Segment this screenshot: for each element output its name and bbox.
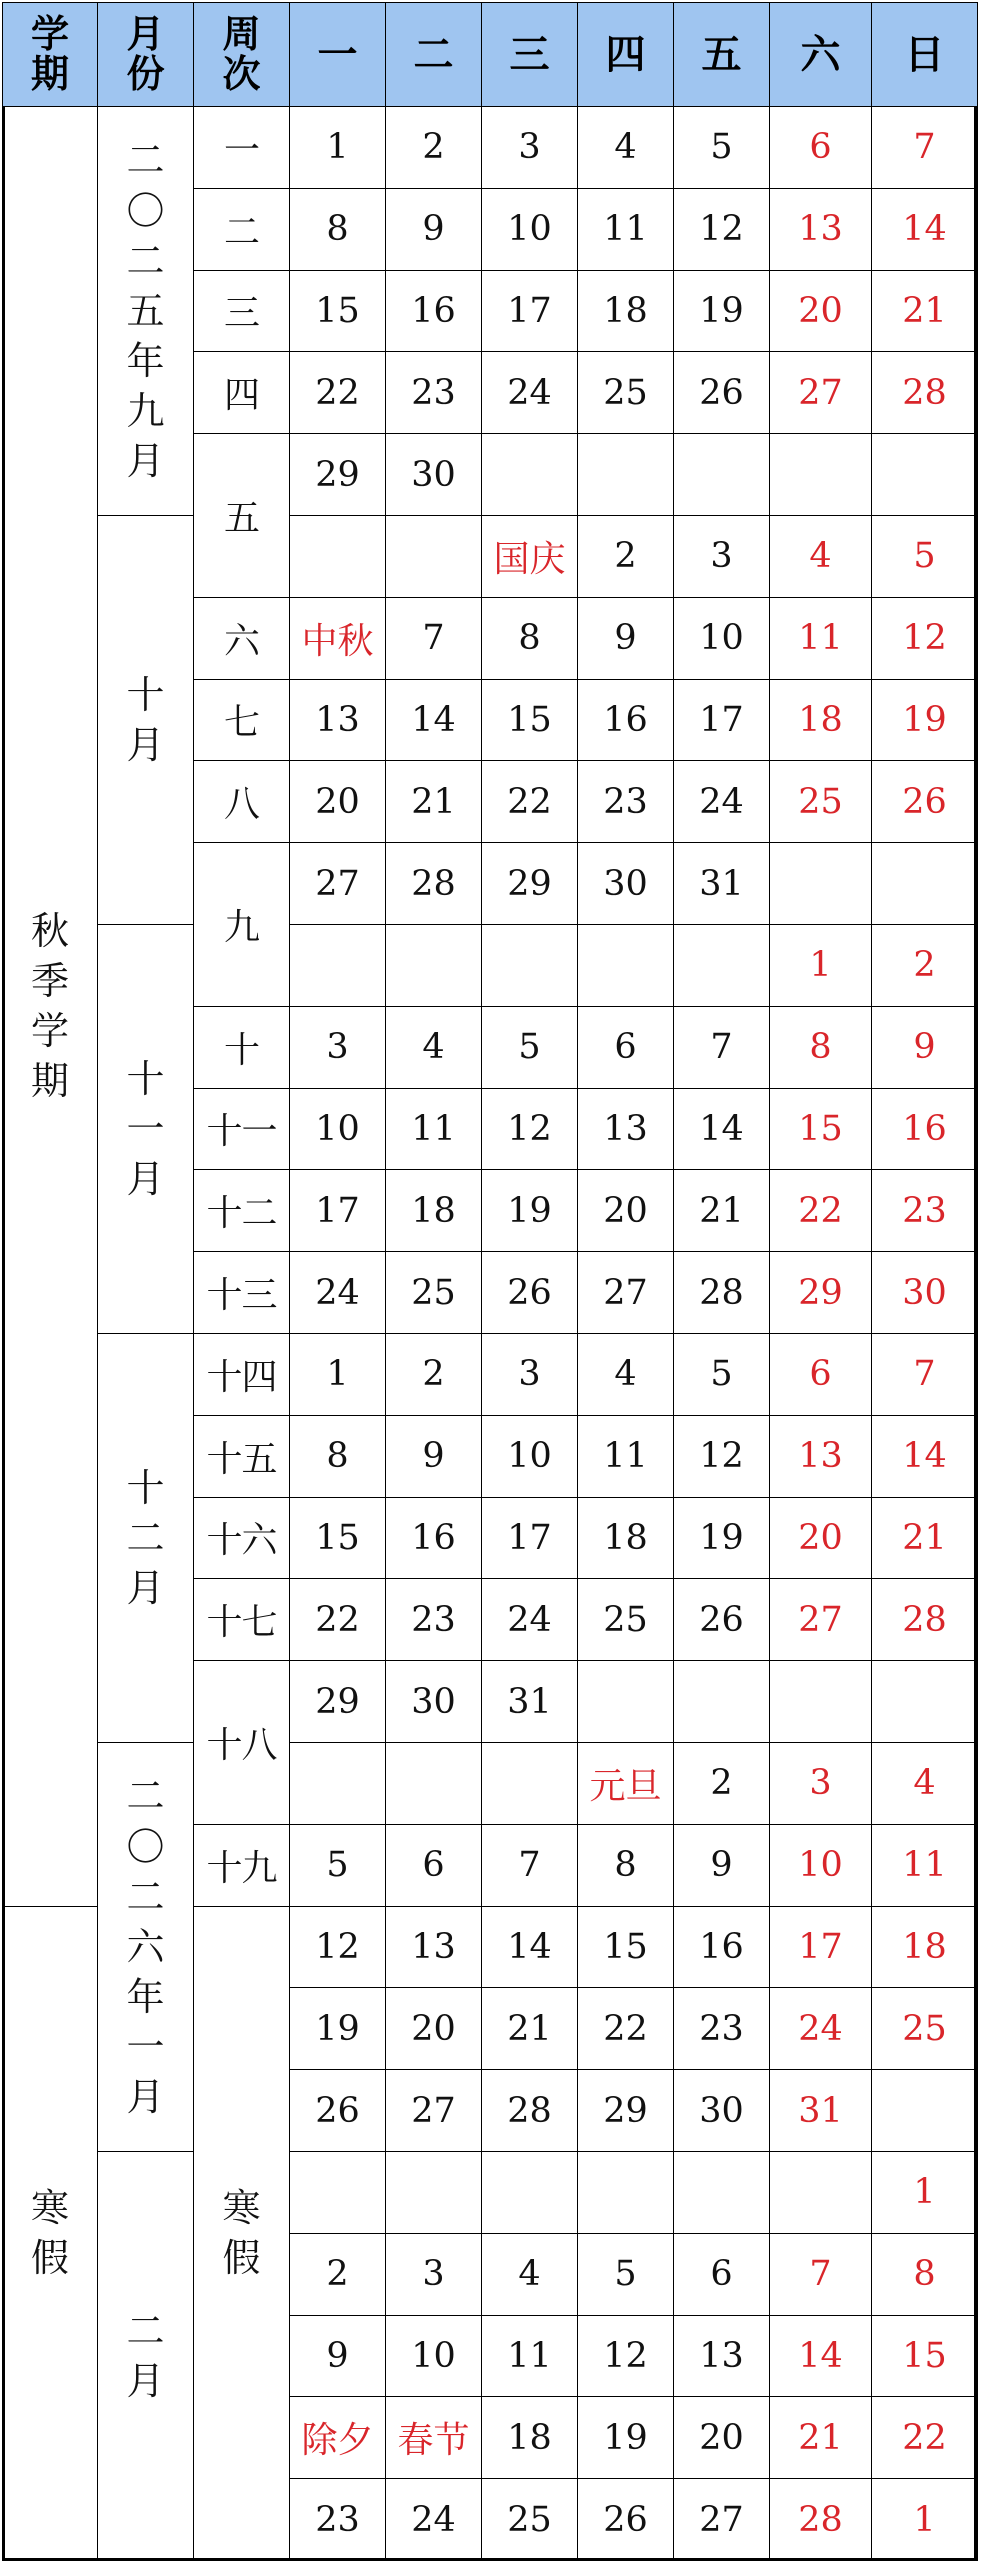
day-cell-sat: 13 — [770, 1415, 872, 1497]
day-cell-sun: 19 — [872, 679, 978, 761]
day-cell-tue: 10 — [386, 2315, 482, 2397]
day-cell-sun: 28 — [872, 352, 978, 434]
month-dec: 十二月 — [98, 1333, 194, 1742]
day-cell-thu: 6 — [578, 1006, 674, 1088]
day-cell-tue: 9 — [386, 188, 482, 270]
week-9: 九 — [194, 843, 290, 1007]
day-cell-tue: 16 — [386, 1497, 482, 1579]
day-cell-tue: 13 — [386, 1906, 482, 1988]
header-row — [3, 3, 978, 107]
empty-day-cell — [872, 434, 978, 516]
day-cell-wed: 31 — [482, 1661, 578, 1743]
day-cell-tue: 25 — [386, 1252, 482, 1334]
day-cell-mon: 20 — [290, 761, 386, 843]
day-cell-thu: 11 — [578, 1415, 674, 1497]
day-cell-sun: 11 — [872, 1824, 978, 1906]
day-cell-wed: 21 — [482, 1988, 578, 2070]
day-cell-mon: 22 — [290, 352, 386, 434]
day-cell-mon: 29 — [290, 1661, 386, 1743]
week-7: 七 — [194, 679, 290, 761]
empty-day-cell — [482, 2151, 578, 2233]
day-cell-thu: 25 — [578, 1579, 674, 1661]
day-cell-thu: 16 — [578, 679, 674, 761]
day-cell-fri: 20 — [674, 2397, 770, 2479]
week-3: 三 — [194, 270, 290, 352]
day-cell-sun: 1 — [872, 2151, 978, 2233]
day-cell-mon: 2 — [290, 2233, 386, 2315]
day-cell-thu: 13 — [578, 1088, 674, 1170]
holiday-cell: 中秋 — [290, 597, 386, 679]
day-cell-tue: 16 — [386, 270, 482, 352]
empty-day-cell — [578, 2151, 674, 2233]
day-cell-sat: 1 — [770, 924, 872, 1006]
week-row — [3, 1333, 978, 1415]
day-cell-sun: 21 — [872, 1497, 978, 1579]
header-month: 月份 — [98, 3, 194, 107]
day-cell-sat: 24 — [770, 1988, 872, 2070]
header-day-sun: 日 — [872, 3, 978, 107]
day-cell-sat: 15 — [770, 1088, 872, 1170]
day-cell-mon: 15 — [290, 1497, 386, 1579]
day-cell-sun: 26 — [872, 761, 978, 843]
day-cell-sat: 6 — [770, 1333, 872, 1415]
day-cell-sun: 5 — [872, 515, 978, 597]
week-19: 十九 — [194, 1824, 290, 1906]
day-cell-sat: 21 — [770, 2397, 872, 2479]
week-5: 五 — [194, 434, 290, 598]
empty-day-cell — [872, 2070, 978, 2152]
day-cell-wed: 19 — [482, 1170, 578, 1252]
month-feb: 二月 — [98, 2151, 194, 2560]
day-cell-sat: 27 — [770, 352, 872, 434]
day-cell-fri: 17 — [674, 679, 770, 761]
day-cell-tue: 18 — [386, 1170, 482, 1252]
day-cell-fri: 26 — [674, 352, 770, 434]
holiday-cell: 除夕 — [290, 2397, 386, 2479]
day-cell-fri: 3 — [674, 515, 770, 597]
day-cell-thu: 4 — [578, 1333, 674, 1415]
day-cell-wed: 25 — [482, 2479, 578, 2561]
day-cell-wed: 18 — [482, 2397, 578, 2479]
header-term: 学期 — [3, 3, 98, 107]
day-cell-sat: 28 — [770, 2479, 872, 2561]
day-cell-thu: 20 — [578, 1170, 674, 1252]
day-cell-wed: 8 — [482, 597, 578, 679]
empty-day-cell — [770, 434, 872, 516]
empty-day-cell — [578, 1661, 674, 1743]
day-cell-mon: 17 — [290, 1170, 386, 1252]
day-cell-wed: 5 — [482, 1006, 578, 1088]
day-cell-wed: 17 — [482, 270, 578, 352]
day-cell-sat: 27 — [770, 1579, 872, 1661]
day-cell-sun: 2 — [872, 924, 978, 1006]
day-cell-wed: 24 — [482, 1579, 578, 1661]
empty-day-cell — [386, 1742, 482, 1824]
week-row — [3, 2151, 978, 2233]
day-cell-tue: 6 — [386, 1824, 482, 1906]
day-cell-mon: 27 — [290, 843, 386, 925]
header-day-thu: 四 — [578, 3, 674, 107]
day-cell-mon: 9 — [290, 2315, 386, 2397]
day-cell-sat: 20 — [770, 270, 872, 352]
day-cell-tue: 24 — [386, 2479, 482, 2561]
day-cell-sat: 4 — [770, 515, 872, 597]
week-6: 六 — [194, 597, 290, 679]
day-cell-fri: 24 — [674, 761, 770, 843]
day-cell-tue: 4 — [386, 1006, 482, 1088]
day-cell-fri: 19 — [674, 1497, 770, 1579]
empty-day-cell — [290, 2151, 386, 2233]
empty-day-cell — [482, 924, 578, 1006]
empty-day-cell — [290, 924, 386, 1006]
day-cell-sat: 14 — [770, 2315, 872, 2397]
day-cell-sun: 7 — [872, 107, 978, 189]
day-cell-thu: 19 — [578, 2397, 674, 2479]
empty-day-cell — [386, 924, 482, 1006]
day-cell-sun: 14 — [872, 188, 978, 270]
empty-day-cell — [674, 1661, 770, 1743]
empty-day-cell — [578, 924, 674, 1006]
empty-day-cell — [872, 843, 978, 925]
week-14: 十四 — [194, 1333, 290, 1415]
day-cell-sat: 3 — [770, 1742, 872, 1824]
day-cell-fri: 9 — [674, 1824, 770, 1906]
day-cell-fri: 31 — [674, 843, 770, 925]
day-cell-sun: 12 — [872, 597, 978, 679]
day-cell-thu: 25 — [578, 352, 674, 434]
day-cell-wed: 14 — [482, 1906, 578, 1988]
day-cell-sun: 14 — [872, 1415, 978, 1497]
day-cell-fri: 6 — [674, 2233, 770, 2315]
day-cell-tue: 9 — [386, 1415, 482, 1497]
day-cell-tue: 21 — [386, 761, 482, 843]
day-cell-mon: 23 — [290, 2479, 386, 2561]
day-cell-wed: 29 — [482, 843, 578, 925]
day-cell-tue: 23 — [386, 1579, 482, 1661]
day-cell-wed: 3 — [482, 1333, 578, 1415]
day-cell-thu: 23 — [578, 761, 674, 843]
day-cell-sun: 22 — [872, 2397, 978, 2479]
day-cell-thu: 2 — [578, 515, 674, 597]
term-winter: 寒假 — [3, 1906, 98, 2560]
day-cell-mon: 24 — [290, 1252, 386, 1334]
empty-day-cell — [770, 2151, 872, 2233]
month-oct: 十月 — [98, 515, 194, 924]
week-18: 十八 — [194, 1661, 290, 1825]
empty-day-cell — [386, 515, 482, 597]
day-cell-sun: 23 — [872, 1170, 978, 1252]
holiday-cell: 春节 — [386, 2397, 482, 2479]
day-cell-tue: 2 — [386, 1333, 482, 1415]
calendar-table — [2, 2, 978, 2561]
empty-day-cell — [674, 924, 770, 1006]
day-cell-fri: 12 — [674, 1415, 770, 1497]
day-cell-fri: 5 — [674, 107, 770, 189]
empty-day-cell — [674, 2151, 770, 2233]
day-cell-thu: 12 — [578, 2315, 674, 2397]
day-cell-sat: 31 — [770, 2070, 872, 2152]
day-cell-fri: 2 — [674, 1742, 770, 1824]
day-cell-sun: 4 — [872, 1742, 978, 1824]
day-cell-thu: 15 — [578, 1906, 674, 1988]
empty-day-cell — [290, 1742, 386, 1824]
holiday-cell: 元旦 — [578, 1742, 674, 1824]
day-cell-fri: 23 — [674, 1988, 770, 2070]
day-cell-mon: 10 — [290, 1088, 386, 1170]
day-cell-tue: 30 — [386, 1661, 482, 1743]
day-cell-tue: 14 — [386, 679, 482, 761]
day-cell-mon: 1 — [290, 107, 386, 189]
day-cell-fri: 19 — [674, 270, 770, 352]
day-cell-tue: 7 — [386, 597, 482, 679]
day-cell-mon: 22 — [290, 1579, 386, 1661]
day-cell-sat: 11 — [770, 597, 872, 679]
day-cell-sun: 25 — [872, 1988, 978, 2070]
day-cell-sat: 20 — [770, 1497, 872, 1579]
empty-day-cell — [674, 434, 770, 516]
day-cell-thu: 30 — [578, 843, 674, 925]
day-cell-tue: 30 — [386, 434, 482, 516]
empty-day-cell — [578, 434, 674, 516]
day-cell-tue: 27 — [386, 2070, 482, 2152]
day-cell-sat: 6 — [770, 107, 872, 189]
day-cell-sun: 15 — [872, 2315, 978, 2397]
day-cell-wed: 10 — [482, 1415, 578, 1497]
empty-day-cell — [770, 1661, 872, 1743]
day-cell-sun: 16 — [872, 1088, 978, 1170]
week-winter-break: 寒假 — [194, 1906, 290, 2560]
day-cell-thu: 29 — [578, 2070, 674, 2152]
day-cell-mon: 12 — [290, 1906, 386, 1988]
month-jan-2026: 二〇二六年一月 — [98, 1742, 194, 2151]
day-cell-thu: 22 — [578, 1988, 674, 2070]
day-cell-sat: 13 — [770, 188, 872, 270]
day-cell-fri: 21 — [674, 1170, 770, 1252]
day-cell-sun: 30 — [872, 1252, 978, 1334]
day-cell-fri: 5 — [674, 1333, 770, 1415]
week-15: 十五 — [194, 1415, 290, 1497]
day-cell-mon: 1 — [290, 1333, 386, 1415]
header-day-fri: 五 — [674, 3, 770, 107]
day-cell-sun: 18 — [872, 1906, 978, 1988]
week-2: 二 — [194, 188, 290, 270]
school-calendar — [2, 2, 977, 2561]
week-row — [3, 924, 978, 1006]
day-cell-wed: 28 — [482, 2070, 578, 2152]
day-cell-tue: 28 — [386, 843, 482, 925]
week-17: 十七 — [194, 1579, 290, 1661]
empty-day-cell — [872, 1661, 978, 1743]
day-cell-mon: 29 — [290, 434, 386, 516]
day-cell-thu: 18 — [578, 1497, 674, 1579]
day-cell-thu: 18 — [578, 270, 674, 352]
day-cell-wed: 12 — [482, 1088, 578, 1170]
day-cell-sat: 22 — [770, 1170, 872, 1252]
day-cell-wed: 7 — [482, 1824, 578, 1906]
month-nov: 十一月 — [98, 924, 194, 1333]
day-cell-sat: 10 — [770, 1824, 872, 1906]
day-cell-sat: 7 — [770, 2233, 872, 2315]
week-10: 十 — [194, 1006, 290, 1088]
day-cell-fri: 16 — [674, 1906, 770, 1988]
day-cell-sat: 18 — [770, 679, 872, 761]
day-cell-fri: 12 — [674, 188, 770, 270]
empty-day-cell — [482, 434, 578, 516]
day-cell-wed: 11 — [482, 2315, 578, 2397]
day-cell-wed: 15 — [482, 679, 578, 761]
header-week: 周次 — [194, 3, 290, 107]
day-cell-tue: 11 — [386, 1088, 482, 1170]
day-cell-sun: 21 — [872, 270, 978, 352]
day-cell-sun: 1 — [872, 2479, 978, 2561]
header-day-wed: 三 — [482, 3, 578, 107]
day-cell-tue: 2 — [386, 107, 482, 189]
day-cell-mon: 19 — [290, 1988, 386, 2070]
day-cell-fri: 28 — [674, 1252, 770, 1334]
day-cell-sat: 29 — [770, 1252, 872, 1334]
day-cell-sat: 8 — [770, 1006, 872, 1088]
term-autumn: 秋季学期 — [3, 107, 98, 1907]
day-cell-tue: 20 — [386, 1988, 482, 2070]
day-cell-mon: 3 — [290, 1006, 386, 1088]
day-cell-mon: 13 — [290, 679, 386, 761]
day-cell-fri: 30 — [674, 2070, 770, 2152]
day-cell-wed: 3 — [482, 107, 578, 189]
week-4: 四 — [194, 352, 290, 434]
day-cell-wed: 22 — [482, 761, 578, 843]
day-cell-thu: 5 — [578, 2233, 674, 2315]
day-cell-sat: 17 — [770, 1906, 872, 1988]
day-cell-mon: 8 — [290, 188, 386, 270]
holiday-cell: 国庆 — [482, 515, 578, 597]
day-cell-sun: 28 — [872, 1579, 978, 1661]
day-cell-thu: 27 — [578, 1252, 674, 1334]
week-12: 十二 — [194, 1170, 290, 1252]
empty-day-cell — [482, 1742, 578, 1824]
day-cell-tue: 23 — [386, 352, 482, 434]
day-cell-wed: 26 — [482, 1252, 578, 1334]
day-cell-sat: 25 — [770, 761, 872, 843]
day-cell-wed: 4 — [482, 2233, 578, 2315]
day-cell-fri: 10 — [674, 597, 770, 679]
day-cell-wed: 17 — [482, 1497, 578, 1579]
week-row — [3, 107, 978, 189]
day-cell-thu: 9 — [578, 597, 674, 679]
empty-day-cell — [770, 843, 872, 925]
day-cell-fri: 13 — [674, 2315, 770, 2397]
week-row — [3, 515, 978, 597]
header-day-tue: 二 — [386, 3, 482, 107]
day-cell-sun: 8 — [872, 2233, 978, 2315]
day-cell-wed: 10 — [482, 188, 578, 270]
header-day-sat: 六 — [770, 3, 872, 107]
week-row — [3, 1742, 978, 1824]
day-cell-thu: 26 — [578, 2479, 674, 2561]
week-1: 一 — [194, 107, 290, 189]
empty-day-cell — [386, 2151, 482, 2233]
week-16: 十六 — [194, 1497, 290, 1579]
day-cell-wed: 24 — [482, 352, 578, 434]
day-cell-fri: 14 — [674, 1088, 770, 1170]
day-cell-mon: 26 — [290, 2070, 386, 2152]
week-8: 八 — [194, 761, 290, 843]
day-cell-sun: 9 — [872, 1006, 978, 1088]
day-cell-fri: 27 — [674, 2479, 770, 2561]
day-cell-fri: 7 — [674, 1006, 770, 1088]
empty-day-cell — [290, 515, 386, 597]
header-day-mon: 一 — [290, 3, 386, 107]
day-cell-sun: 7 — [872, 1333, 978, 1415]
week-11: 十一 — [194, 1088, 290, 1170]
month-sep-2025: 二〇二五年九月 — [98, 107, 194, 516]
day-cell-fri: 26 — [674, 1579, 770, 1661]
day-cell-mon: 8 — [290, 1415, 386, 1497]
day-cell-thu: 4 — [578, 107, 674, 189]
day-cell-mon: 5 — [290, 1824, 386, 1906]
day-cell-tue: 3 — [386, 2233, 482, 2315]
day-cell-thu: 8 — [578, 1824, 674, 1906]
day-cell-thu: 11 — [578, 188, 674, 270]
week-13: 十三 — [194, 1252, 290, 1334]
day-cell-mon: 15 — [290, 270, 386, 352]
